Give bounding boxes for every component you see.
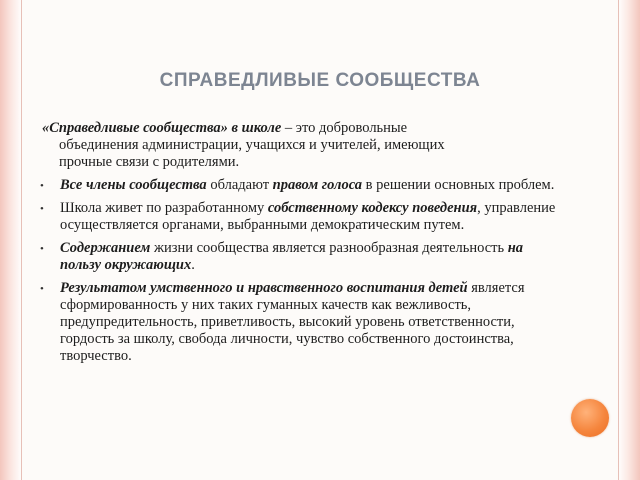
bullet-text: обладают: [206, 177, 273, 193]
bullet-list: [39, 177, 559, 365]
bullet-icon: •: [40, 243, 44, 255]
bullet-emphasis: Результатом умственного и нравственного воспитания детей: [60, 280, 468, 296]
bullet-item-voting-rights: [39, 177, 559, 194]
bullet-emphasis: Содержанием: [60, 240, 151, 256]
left-frame-line: [21, 0, 22, 480]
bullet-item-upbringing-result: [39, 280, 559, 365]
slide-title: СПРАВЕДЛИВЫЕ СООБЩЕСТВА: [159, 70, 481, 91]
bullet-text: жизни сообщества является разнообразная деятельность: [150, 240, 508, 256]
bullet-emphasis: на пользу окружающих: [60, 240, 524, 273]
bullet-item-code-of-conduct: [39, 200, 559, 234]
intro-text-line2: объединения администрации, учащихся и учителей, имеющих: [59, 137, 445, 153]
left-decorative-border: [0, 0, 20, 480]
bullet-text: , управление осуществляется органами, выбранными демократическим путем.: [60, 200, 556, 233]
bullet-icon: •: [40, 180, 44, 192]
bullet-emphasis: Все члены сообщества: [60, 177, 207, 193]
bullet-text: .: [191, 257, 195, 273]
intro-term: «Справедливые сообщества» в школе: [42, 120, 282, 136]
bullet-text: является сформированность у них таких гуманных качеств как вежливость, предупредительность, приветливость, высокий уровень ответственности, гордость за школу, свобода личности, чувство собственного достоинства, творчество.: [60, 280, 525, 364]
right-decorative-border: [620, 0, 640, 480]
intro-text-line3: прочные связи с родителями.: [59, 154, 240, 170]
intro-paragraph: [39, 120, 559, 171]
bullet-emphasis: правом голоса: [272, 177, 363, 193]
bullet-text: в решении основных проблем.: [362, 177, 555, 193]
bullet-emphasis: собственному кодексу поведения: [267, 200, 478, 216]
bullet-item-content-of-life: [39, 240, 559, 274]
intro-text-line1: – это добровольные: [281, 120, 408, 136]
bullet-text: Школа живет по разработанному: [60, 200, 268, 216]
right-frame-line: [618, 0, 619, 480]
bullet-icon: •: [40, 203, 44, 215]
slide-content: [39, 120, 559, 371]
bullet-icon: •: [40, 283, 44, 295]
orange-circle-decoration: [571, 399, 609, 437]
